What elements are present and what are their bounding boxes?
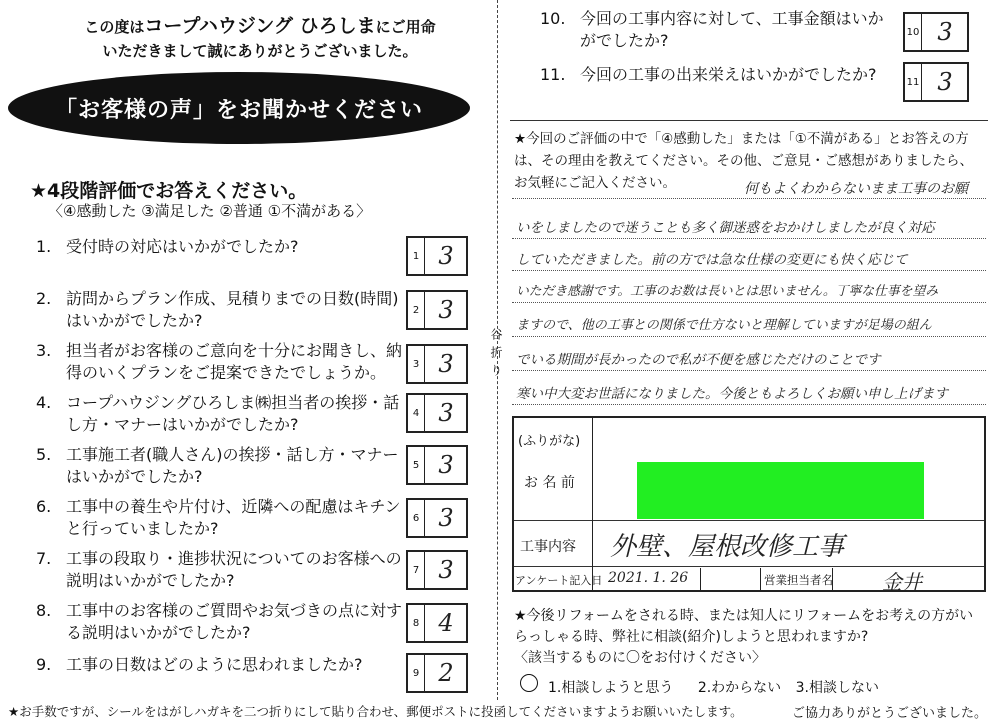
recommend-instruction: 〈該当するものに〇をお付けください〉	[514, 650, 766, 666]
option-consult[interactable]: 1.相談しようと思う	[520, 680, 683, 696]
intro-line-2: いただきまして誠にありがとうございました。	[102, 42, 418, 60]
footer-note: ★お手数ですが、シールをはがしハガキを二つ折りにして貼り合わせ、郵便ポストに投函してくださいますようお願いいたします。	[8, 704, 743, 719]
answer-box-8[interactable]: 8 4	[406, 603, 468, 643]
date-value: 2021. 1. 26	[608, 570, 689, 586]
comment-line-5: ますので、他の工事との関係で仕方ないと理解していますが足場の組ん	[516, 318, 932, 333]
form-row-divider	[514, 520, 984, 521]
ruled-line	[512, 238, 986, 239]
comment-line-3: していただきました。前の方では急な仕様の変更にも快く応じて	[516, 252, 908, 268]
comment-line-6: でいる期間が長かったので私が不便を感じただけのことです	[516, 352, 881, 368]
question-6: 6. 工事中の養生や片付け、近隣への配慮はキチンと行っていましたか?	[36, 497, 401, 538]
brand-name: コープハウジング ひろしま	[144, 15, 376, 37]
intro-prefix: この度は	[84, 18, 145, 36]
rating-legend: 〈④感動した ③満足した ②普通 ①不満がある〉	[48, 202, 372, 220]
furigana-label: (ふりがな)	[518, 434, 581, 449]
name-label: お 名 前	[524, 475, 575, 491]
recommend-prompt	[514, 606, 984, 669]
name-redaction	[637, 462, 924, 519]
form-column-divider	[760, 568, 761, 590]
question-2: 2. 訪問からプラン作成、見積りまでの日数(時間)はいかがでしたか?	[36, 289, 399, 330]
footer-thanks: ご協力ありがとうございました。	[792, 706, 988, 721]
question-3: 3. 担当者がお客様のご意向を十分にお聞きし、納得のいくプランをご提案できたでしょうか。	[36, 341, 403, 382]
ruled-line	[512, 302, 986, 303]
comment-line-7: 寒い中大変お世話になりました。今後ともよろしくお願い申し上げます	[516, 386, 948, 402]
answer-box-6[interactable]: 6 3	[406, 498, 468, 538]
answer-box-5[interactable]: 5 3	[406, 445, 468, 485]
option-unsure[interactable]: 2.わからない	[697, 680, 782, 696]
recommend-options	[520, 674, 889, 697]
intro-suffix: にご用命	[375, 18, 436, 36]
question-9: 9. 工事の日数はどのように思われましたか?	[36, 655, 363, 674]
intro-text	[30, 14, 490, 63]
section-divider	[510, 120, 988, 121]
question-11: 11. 今回の工事の出来栄えはいかがでしたか?	[540, 65, 877, 84]
question-10: 10. 今回の工事内容に対して、工事金額はいかがでしたか?	[540, 9, 884, 50]
question-7: 7. 工事の段取り・進捗状況についてのお客様への説明はいかがでしたか?	[36, 549, 402, 590]
date-label: アンケート記入日	[515, 574, 603, 587]
answer-box-10[interactable]: 10 3	[903, 12, 969, 52]
answer-box-7[interactable]: 7 3	[406, 550, 468, 590]
selected-circle-icon	[520, 674, 538, 692]
reason-prompt: ★今回のご評価の中で「④感動した」または「①不満がある」とお答えの方は、その理由を教えてください。その他、ご意見・ご感想がありましたら、お気軽にご記入ください。	[514, 131, 973, 191]
comment-line-4: いただき感謝です。工事のお数は長いとは思いません。丁寧な仕事を望み	[516, 284, 939, 299]
rating-title: ★4段階評価でお答えください。	[30, 180, 308, 202]
ruled-line	[512, 404, 986, 405]
title-banner: 「お客様の声」をお聞かせください	[8, 72, 470, 144]
answer-box-4[interactable]: 4 3	[406, 393, 468, 433]
question-8: 8. 工事中のお客様のご質問やお気づきの点に対する説明はいかがでしたか?	[36, 601, 403, 642]
question-5: 5. 工事施工者(職人さん)の挨拶・話し方・マナーはいかがでしたか?	[36, 445, 399, 486]
work-label: 工事内容	[520, 539, 576, 555]
answer-box-2[interactable]: 2 3	[406, 290, 468, 330]
recommend-question: ★今後リフォームをされる時、または知人にリフォームをお考えの方がいらっしゃる時、弊社に相談(紹介)しようと思われますか?	[514, 608, 974, 645]
ruled-line	[512, 336, 986, 337]
answer-box-11[interactable]: 11 3	[903, 62, 969, 102]
answer-box-9[interactable]: 9 2	[406, 653, 468, 693]
staff-label: 営業担当者名	[764, 573, 833, 587]
question-1: 1. 受付時の対応はいかがでしたか?	[36, 237, 299, 256]
question-4: 4. コープハウジングひろしま㈱担当者の挨拶・話し方・マナーはいかがでしたか?	[36, 393, 400, 434]
ruled-line	[512, 198, 986, 199]
work-value: 外壁、屋根改修工事	[610, 532, 845, 562]
ruled-line	[512, 270, 986, 271]
form-column-divider	[592, 418, 593, 590]
staff-value: 金井	[882, 570, 922, 594]
answer-box-3[interactable]: 3 3	[406, 344, 468, 384]
fold-label: 谷折り	[489, 328, 503, 382]
option-no-consult[interactable]: 3.相談しない	[795, 680, 879, 696]
answer-box-1[interactable]: 1 3	[406, 236, 468, 276]
comment-line-2: いをしましたので迷うことも多く御迷惑をおかけしましたが良く対応	[516, 220, 935, 236]
ruled-line	[512, 370, 986, 371]
form-column-divider	[700, 568, 701, 590]
comment-line-1: 何もよくわからないまま工事のお願	[744, 181, 968, 197]
